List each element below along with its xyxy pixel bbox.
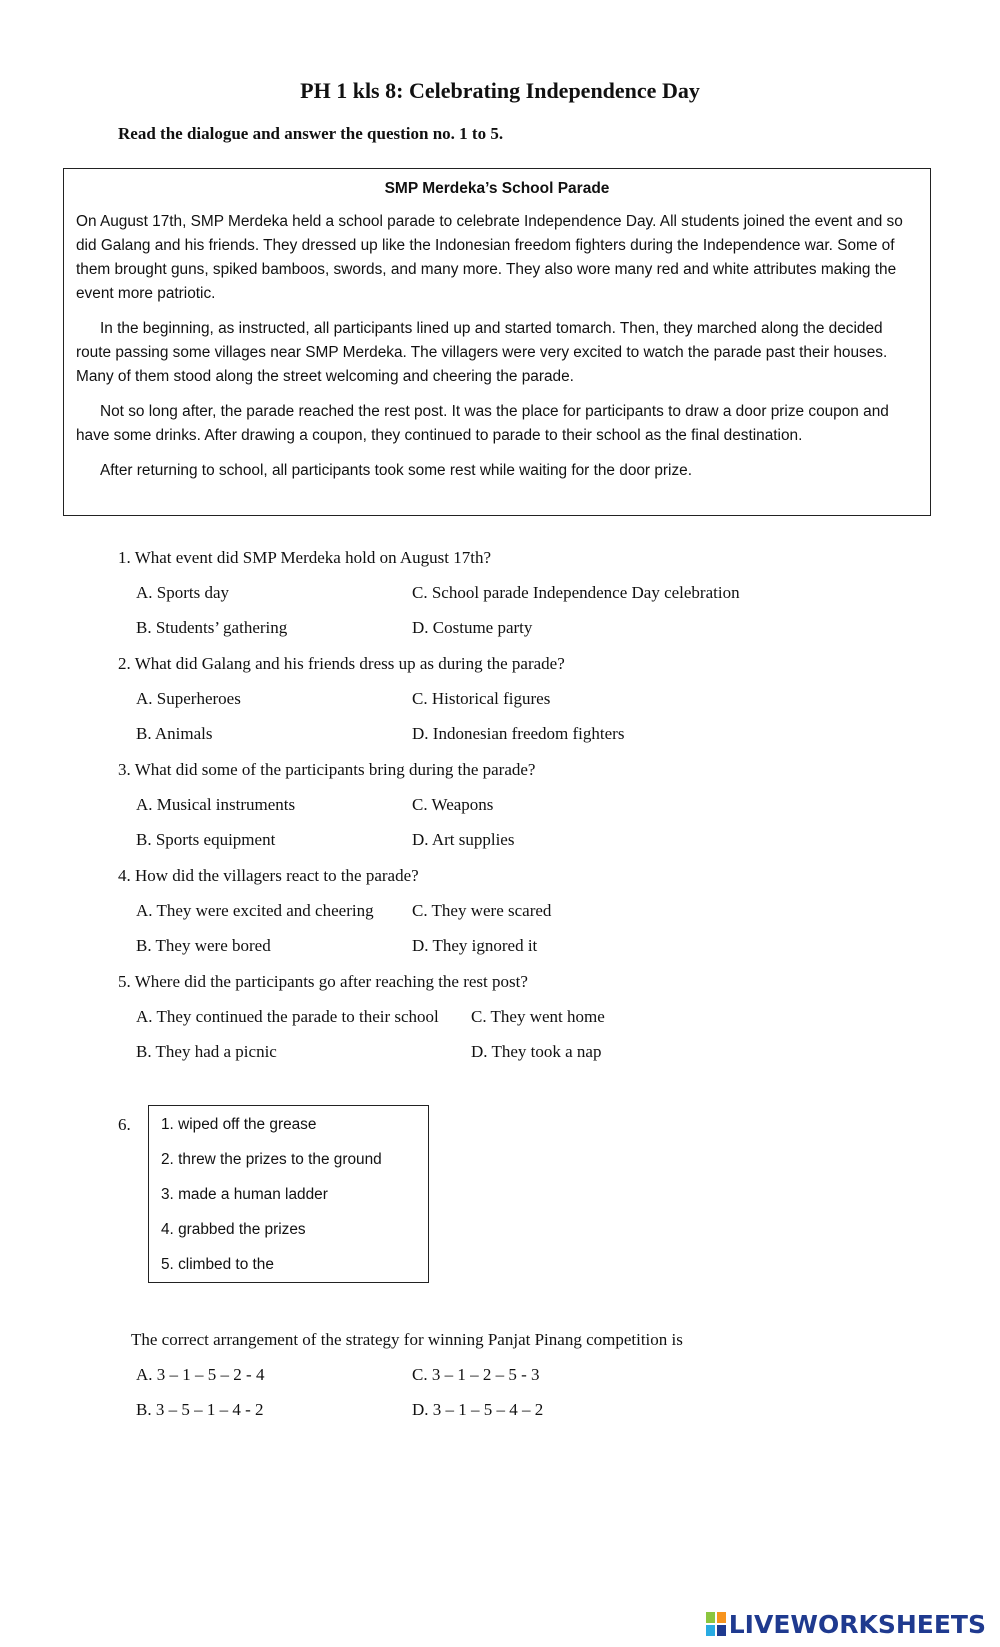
q2-option-a[interactable]: A. Superheroes <box>136 689 241 708</box>
logo-cell-blue <box>706 1625 715 1636</box>
q2-option-c[interactable]: C. Historical figures <box>412 689 551 708</box>
q3-option-d[interactable]: D. Art supplies <box>412 830 515 849</box>
reading-passage-box <box>63 168 931 516</box>
strategy-step-2: 2. threw the prizes to the ground <box>161 1151 382 1168</box>
strategy-steps-box <box>148 1105 429 1283</box>
q6-option-b[interactable]: B. 3 – 5 – 1 – 4 - 2 <box>136 1400 264 1419</box>
logo-cell-navy <box>717 1625 726 1636</box>
q3-option-b[interactable]: B. Sports equipment <box>136 830 276 849</box>
passage-paragraph-4: After returning to school, all participants took some rest while waiting for the door prize. <box>100 462 692 479</box>
q5-option-a[interactable]: A. They continued the parade to their school <box>136 1007 439 1026</box>
question-1: 1. What event did SMP Merdeka hold on August 17th? <box>118 548 492 567</box>
question-6-prompt: The correct arrangement of the strategy for winning Panjat Pinang competition is <box>131 1330 683 1349</box>
instruction-text: Read the dialogue and answer the question no. 1 to 5. <box>118 124 504 143</box>
q5-option-b[interactable]: B. They had a picnic <box>136 1042 277 1061</box>
q1-option-c[interactable]: C. School parade Independence Day celebration <box>412 583 740 602</box>
question-3: 3. What did some of the participants bring during the parade? <box>118 760 536 779</box>
question-5: 5. Where did the participants go after reaching the rest post? <box>118 972 528 991</box>
q3-option-c[interactable]: C. Weapons <box>412 795 494 814</box>
page-title: PH 1 kls 8: Celebrating Independence Day <box>300 78 700 103</box>
q3-option-a[interactable]: A. Musical instruments <box>136 795 296 814</box>
passage-paragraph-2: In the beginning, as instructed, all participants lined up and started tomarch. Then, they marched along the decided route passing some villages near SMP Merdeka. The villagers were very excited to watch the parade past their houses. Many of them stood along the street welcoming and cheering the parade. <box>76 320 888 385</box>
liveworksheets-brand-text: LIVEWORKSHEETS <box>728 1609 986 1639</box>
question-4: 4. How did the villagers react to the parade? <box>118 866 419 885</box>
strategy-step-5: 5. climbed to the <box>161 1256 274 1273</box>
logo-cell-orange <box>717 1612 726 1623</box>
passage-title: SMP Merdeka’s School Parade <box>384 180 610 197</box>
q1-option-d[interactable]: D. Costume party <box>412 618 533 637</box>
liveworksheets-logo-icon <box>706 1612 726 1636</box>
question-2: 2. What did Galang and his friends dress up as during the parade? <box>118 654 565 673</box>
q2-option-b[interactable]: B. Animals <box>136 724 213 743</box>
q4-option-d[interactable]: D. They ignored it <box>412 936 538 955</box>
liveworksheets-logo <box>706 1608 986 1640</box>
q1-option-b[interactable]: B. Students’ gathering <box>136 618 288 637</box>
q4-option-b[interactable]: B. They were bored <box>136 936 271 955</box>
q1-option-a[interactable]: A. Sports day <box>136 583 230 602</box>
q5-option-c[interactable]: C. They went home <box>471 1007 605 1026</box>
strategy-step-1: 1. wiped off the grease <box>161 1116 317 1133</box>
passage-paragraph-3: Not so long after, the parade reached the rest post. It was the place for participants to draw a door prize coupon and have some drinks. After drawing a coupon, they continued to parade to their school as the final destination. <box>76 403 889 444</box>
q5-option-d[interactable]: D. They took a nap <box>471 1042 602 1061</box>
q4-option-a[interactable]: A. They were excited and cheering <box>136 901 374 920</box>
q4-option-c[interactable]: C. They were scared <box>412 901 552 920</box>
q6-option-d[interactable]: D. 3 – 1 – 5 – 4 – 2 <box>412 1400 544 1419</box>
passage-paragraph-1: On August 17th, SMP Merdeka held a school parade to celebrate Independence Day. All students joined the event and so did Galang and his friends. They dressed up like the Indonesian freedom fighters during the Independence war. Some of them brought guns, spiked bamboos, swords, and many more. They also wore many red and white attributes making the event more patriotic. <box>76 213 903 302</box>
strategy-step-3: 3. made a human ladder <box>161 1186 328 1203</box>
question-6-number: 6. <box>118 1115 131 1134</box>
logo-cell-green <box>706 1612 715 1623</box>
q6-option-c[interactable]: C. 3 – 1 – 2 – 5 - 3 <box>412 1365 540 1384</box>
q2-option-d[interactable]: D. Indonesian freedom fighters <box>412 724 625 743</box>
strategy-step-4: 4. grabbed the prizes <box>161 1221 306 1238</box>
q6-option-a[interactable]: A. 3 – 1 – 5 – 2 - 4 <box>136 1365 265 1384</box>
